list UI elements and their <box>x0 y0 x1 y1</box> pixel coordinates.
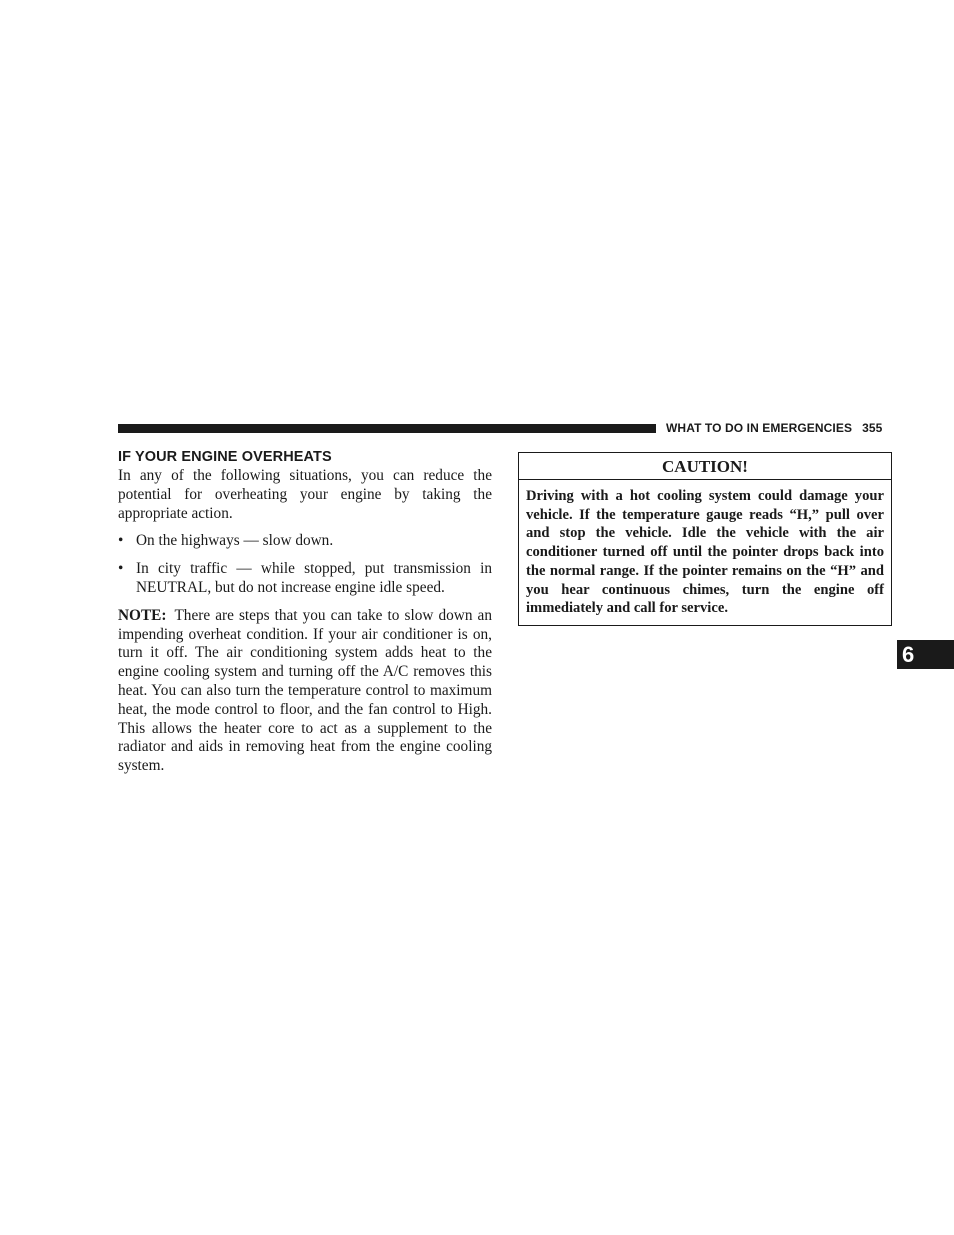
caution-box <box>518 452 892 626</box>
note-label: NOTE: <box>118 606 167 624</box>
left-column <box>118 467 492 776</box>
chapter-tab: 6 <box>897 640 954 669</box>
section-title: IF YOUR ENGINE OVERHEATS <box>118 449 332 465</box>
header-section-title: WHAT TO DO IN EMERGENCIES <box>666 421 853 435</box>
list-item-text: On the highways — slow down. <box>136 532 334 550</box>
bullet-icon: • <box>118 532 124 550</box>
bullet-icon: • <box>118 560 124 578</box>
list-item <box>118 560 492 598</box>
list-item <box>118 532 492 551</box>
note-text: There are steps that you can take to slow down an impending overheat condition. If your air conditioner is on, turn it off. The air conditioning system adds heat to the engine cooling system and turning off the A/C removes this heat. You can also turn the temperature control to maximum heat, the mode control to floor, and the fan control to High. This allows the heater core to act as a supplement to the radiator and aids in removing heat from the engine cooling system. <box>118 606 492 775</box>
page-number: 355 <box>862 421 883 435</box>
intro-paragraph: In any of the following situations, you can reduce the potential for overheating your engine by taking the appropriate action. <box>118 467 492 522</box>
caution-text: Driving with a hot cooling system could damage your vehicle. If the temperature gauge reads “H,” pull over and stop the vehicle. Idle the vehicle with the air conditioner turned off until the pointer drops back into the normal range. If the pointer remains on the “H” and you hear continuous chimes, turn the engine off immediately and call for service. <box>526 488 884 617</box>
caution-title: CAUTION! <box>519 453 891 480</box>
note-paragraph <box>118 607 492 776</box>
action-list <box>118 532 492 597</box>
list-item-text: In city traffic — while stopped, put transmission in NEUTRAL, but do not increase engine idle speed. <box>136 560 492 596</box>
running-header <box>666 421 892 435</box>
header-rule <box>118 424 656 433</box>
